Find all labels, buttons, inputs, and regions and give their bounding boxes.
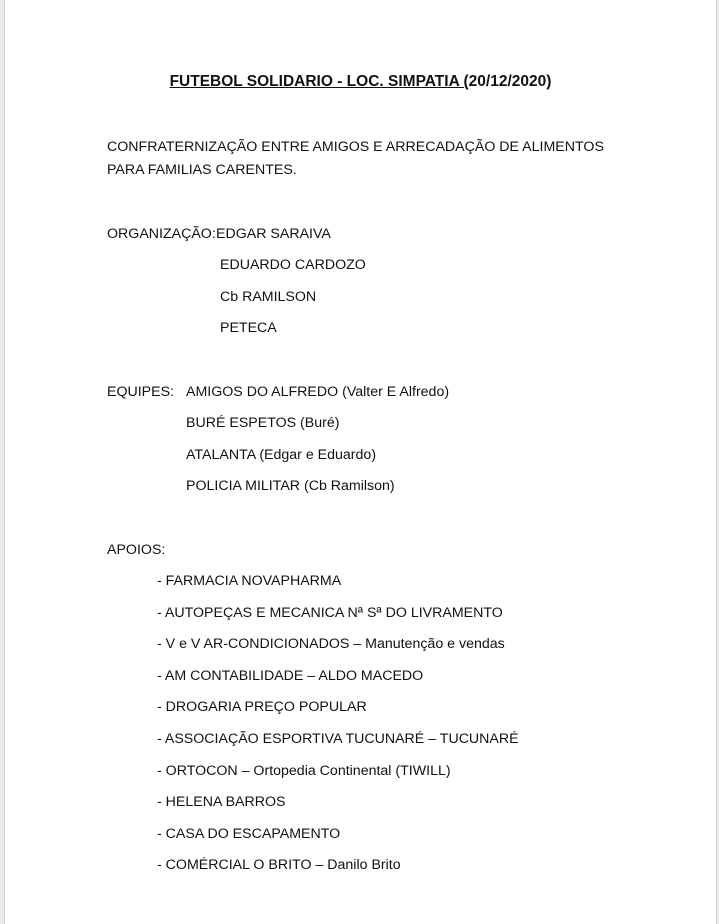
document-title xyxy=(5,73,716,91)
sponsor-item: - AUTOPEÇAS E MECANICA Nª Sª DO LIVRAMENTO xyxy=(157,605,503,621)
sponsor-item: - COMÉRCIAL O BRITO – Danilo Brito xyxy=(157,857,401,873)
organizer-name: EDUARDO CARDOZO xyxy=(220,257,366,273)
equipes-label: EQUIPES: xyxy=(107,384,175,400)
title-underlined: FUTEBOL SOLIDARIO - LOC. SIMPATIA ( xyxy=(169,73,469,90)
sponsor-item: - FARMACIA NOVAPHARMA xyxy=(157,573,342,589)
organizer-name: Cb RAMILSON xyxy=(220,289,317,305)
title-rest: 20/12/2020) xyxy=(468,73,552,90)
sponsor-item: - HELENA BARROS xyxy=(157,794,286,810)
sponsor-item: - CASA DO ESCAPAMENTO xyxy=(157,826,341,842)
sponsor-item: - ASSOCIAÇÃO ESPORTIVA TUCUNARÉ – TUCUNARÉ xyxy=(157,731,519,747)
document-page xyxy=(4,0,717,924)
sponsor-item: - DROGARIA PREÇO POPULAR xyxy=(157,699,367,715)
team-item: ATALANTA (Edgar e Eduardo) xyxy=(186,447,377,463)
sponsor-item: - ORTOCON – Ortopedia Continental (TIWILL) xyxy=(157,763,451,779)
organizacao-label: ORGANIZAÇÃO: xyxy=(107,226,216,242)
sponsor-item: - V e V AR-CONDICIONADOS – Manutenção e vendas xyxy=(157,636,505,652)
organizer-name: EDGAR SARAIVA xyxy=(216,226,331,242)
team-item: AMIGOS DO ALFREDO (Valter E Alfredo) xyxy=(186,384,450,400)
intro-line-2: PARA FAMILIAS CARENTES. xyxy=(107,162,297,178)
intro-line-1: CONFRATERNIZAÇÃO ENTRE AMIGOS E ARRECADAÇÃO DE ALIMENTOS xyxy=(107,139,604,155)
team-item: POLICIA MILITAR (Cb Ramilson) xyxy=(186,478,395,494)
organizer-name: PETECA xyxy=(220,320,277,336)
sponsor-item: - AM CONTABILIDADE – ALDO MACEDO xyxy=(157,668,424,684)
apoios-label: APOIOS: xyxy=(107,542,166,558)
team-item: BURÉ ESPETOS (Buré) xyxy=(186,415,340,431)
